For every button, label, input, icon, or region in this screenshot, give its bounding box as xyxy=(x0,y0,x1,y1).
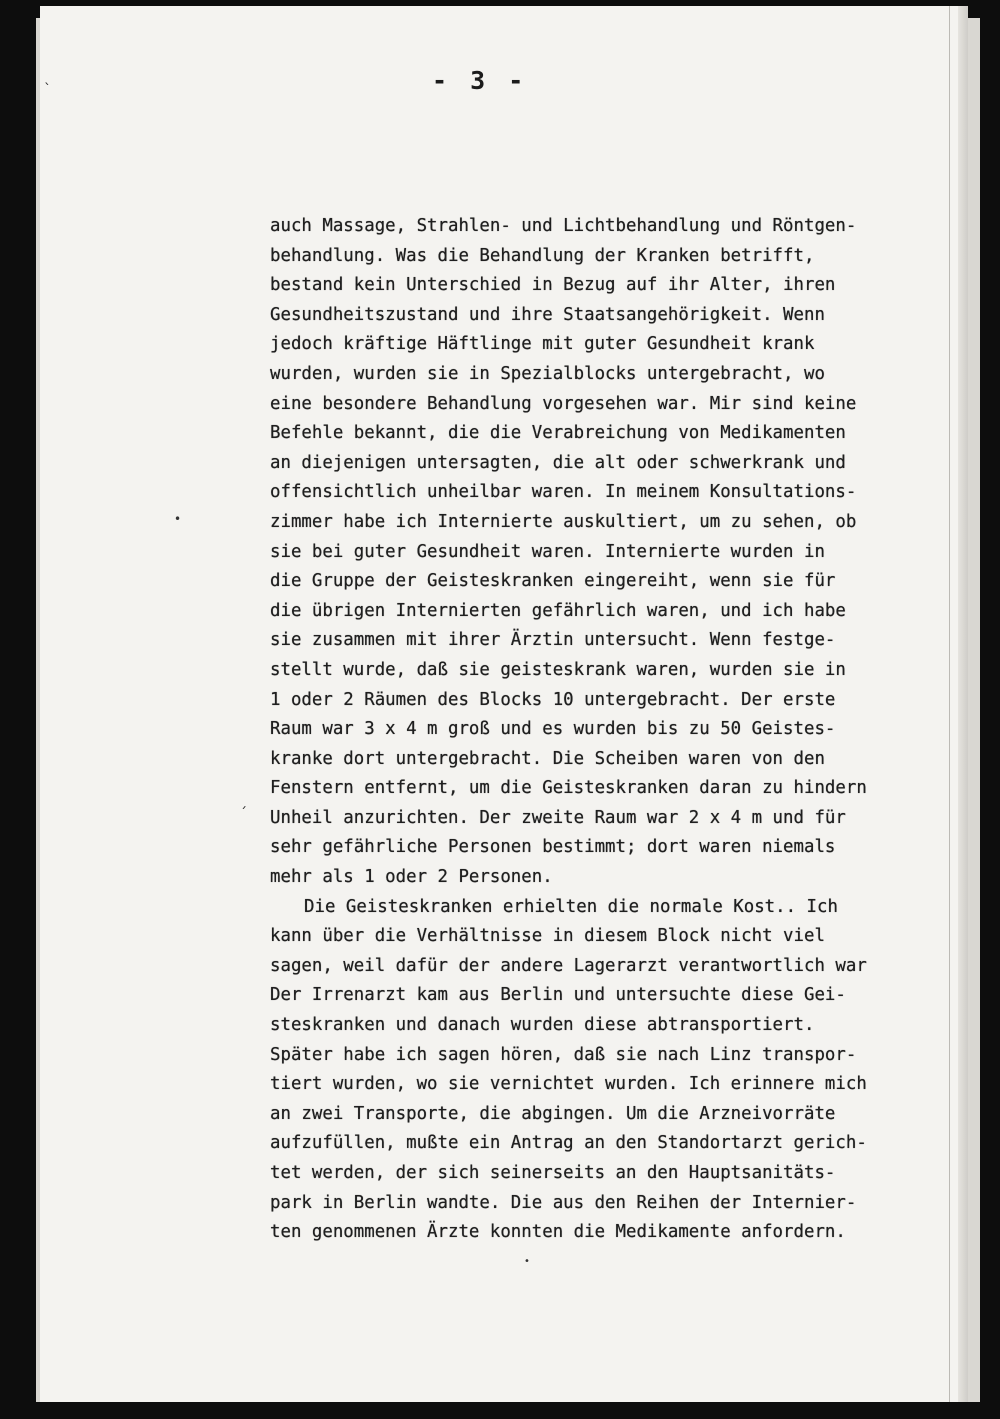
text-line: ten genommenen Ärzte konnten die Medikamente anfordern. xyxy=(270,1222,846,1243)
text-line: die Gruppe der Geisteskranken eingereiht, wenn sie für xyxy=(270,571,836,592)
text-line: mehr als 1 oder 2 Personen. xyxy=(270,867,553,888)
text-line: Raum war 3 x 4 m groß und es wurden bis zu 50 Geistes- xyxy=(270,719,836,740)
text-line: aufzufüllen, mußte ein Antrag an den Standortarzt gerich- xyxy=(270,1133,867,1154)
text-line: sagen, weil dafür der andere Lagerarzt verantwortlich war xyxy=(270,955,867,976)
text-line: die übrigen Internierten gefährlich waren, und ich habe xyxy=(270,600,846,621)
text-line: sehr gefährliche Personen bestimmt; dort waren niemals xyxy=(270,837,836,858)
text-line: tiert wurden, wo sie vernichtet wurden. Ich erinnere mich xyxy=(270,1074,867,1095)
text-line: 1 oder 2 Räumen des Blocks 10 untergebracht. Der erste xyxy=(270,689,836,710)
text-line: kann über die Verhältnisse in diesem Block nicht viel xyxy=(270,926,825,947)
text-line: Die Geisteskranken erhielten die normale Kost.. Ich xyxy=(304,896,838,917)
text-line: behandlung. Was die Behandlung der Kranken betrifft, xyxy=(270,245,815,266)
text-line: eine besondere Behandlung vorgesehen war. Mir sind keine xyxy=(270,393,857,414)
text-line: sie bei guter Gesundheit waren. Internierte wurden in xyxy=(270,541,825,562)
text-line: park in Berlin wandte. Die aus den Reihen der Internier- xyxy=(270,1192,857,1213)
page-number: - 3 - xyxy=(432,66,528,95)
stray-mark: ˊ xyxy=(240,806,247,822)
text-line: Befehle bekannt, die die Verabreichung von Medikamenten xyxy=(270,423,846,444)
text-line: sie zusammen mit ihrer Ärztin untersucht. Wenn festge- xyxy=(270,630,836,651)
text-line: Später habe ich sagen hören, daß sie nach Linz transpor- xyxy=(270,1044,857,1065)
text-line: bestand kein Unterschied in Bezug auf ihr Alter, ihren xyxy=(270,275,836,296)
text-line: stellt wurde, daß sie geisteskrank waren, wurden sie in xyxy=(270,659,846,680)
text-line: jedoch kräftige Häftlinge mit guter Gesundheit krank xyxy=(270,334,815,355)
text-line: steskranken und danach wurden diese abtransportiert. xyxy=(270,1015,815,1036)
stray-dot: • xyxy=(524,1256,530,1267)
body-text xyxy=(270,212,968,1248)
text-line: an zwei Transporte, die abgingen. Um die Arzneivorräte xyxy=(270,1103,836,1124)
text-line: tet werden, der sich seinerseits an den Hauptsanitäts- xyxy=(270,1163,836,1183)
paragraph-2 xyxy=(270,893,968,1248)
document-page xyxy=(40,6,968,1402)
stray-mark: ` xyxy=(44,82,51,98)
text-line: kranke dort untergebracht. Die Scheiben waren von den xyxy=(270,748,825,769)
text-line: Gesundheitszustand und ihre Staatsangehörigkeit. Wenn xyxy=(270,304,825,325)
text-line: Der Irrenarzt kam aus Berlin und untersuchte diese Gei- xyxy=(270,985,846,1006)
text-line: zimmer habe ich Internierte auskultiert, um zu sehen, ob xyxy=(270,511,857,532)
text-line: Fenstern entfernt, um die Geisteskranken daran zu hindern xyxy=(270,778,867,799)
text-line: auch Massage, Strahlen- und Lichtbehandlung und Röntgen- xyxy=(270,216,857,236)
text-line: an diejenigen untersagten, die alt oder schwerkrank und xyxy=(270,452,846,473)
stray-dot: • xyxy=(174,512,182,526)
paragraph-1 xyxy=(270,212,968,893)
text-line: wurden, wurden sie in Spezialblocks untergebracht, wo xyxy=(270,363,825,384)
text-line: Unheil anzurichten. Der zweite Raum war 2 x 4 m und für xyxy=(270,807,846,828)
text-line: offensichtlich unheilbar waren. In meinem Konsultations- xyxy=(270,482,857,503)
